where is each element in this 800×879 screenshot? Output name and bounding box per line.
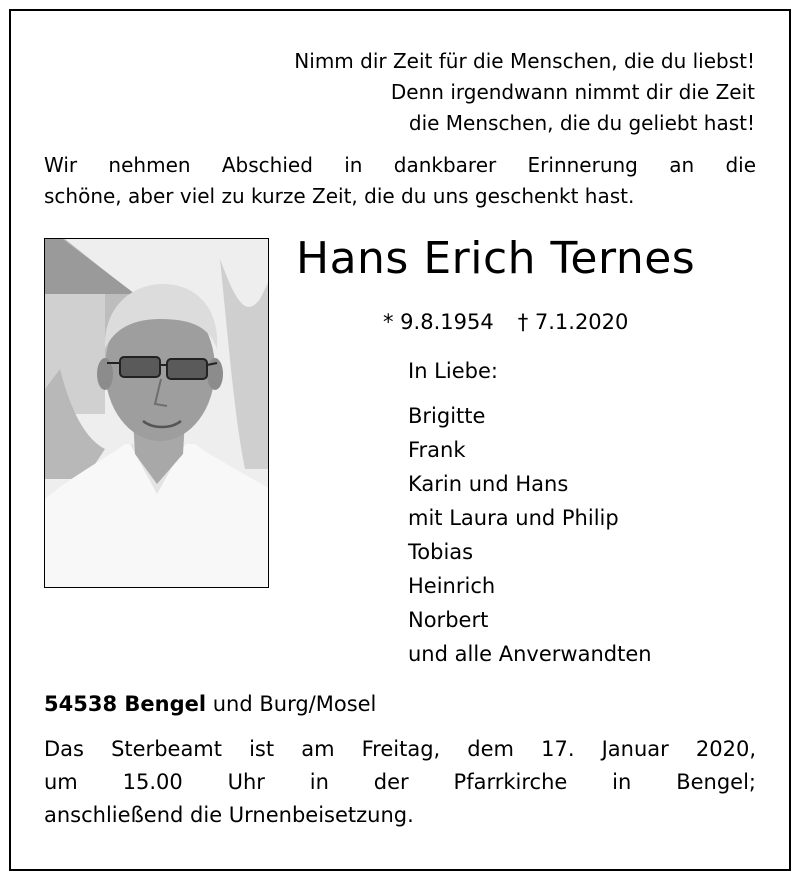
- mourner-name: Frank: [408, 438, 466, 462]
- mourner-name: und alle Anverwandten: [408, 642, 652, 666]
- place-bold: 54538 Bengel: [44, 692, 207, 716]
- notice-line: anschließend die Urnenbeisetzung.: [44, 803, 414, 827]
- mourner-name: Norbert: [408, 608, 489, 632]
- mourner-name: Tobias: [408, 540, 474, 564]
- intro-text: [44, 150, 756, 212]
- intro-line: schöne, aber viel zu kurze Zeit, die du uns geschenkt hast.: [44, 184, 635, 208]
- poem-line: die Menschen, die du geliebt hast!: [408, 111, 755, 135]
- death-date: † 7.1.2020: [517, 310, 629, 334]
- deceased-name: Hans Erich Ternes: [296, 233, 696, 284]
- life-dates: [383, 306, 628, 338]
- poem: [155, 46, 755, 139]
- intro-line: Wir nehmen Abschied in dankbarer Erinnerung an die: [44, 153, 756, 177]
- mourners-list: [408, 399, 652, 671]
- birth-date: * 9.8.1954: [383, 310, 494, 334]
- mourners-heading: In Liebe:: [408, 359, 498, 383]
- place-rest: und Burg/Mosel: [206, 692, 377, 716]
- place-line: [44, 688, 376, 720]
- mourner-name: Brigitte: [408, 404, 486, 428]
- mourner-name: mit Laura und Philip: [408, 506, 619, 530]
- funeral-notice: [44, 733, 756, 832]
- portrait-photo: [44, 238, 269, 588]
- poem-line: Nimm dir Zeit für die Menschen, die du liebst!: [294, 49, 755, 73]
- mourner-name: Heinrich: [408, 574, 496, 598]
- notice-line: um 15.00 Uhr in der Pfarrkirche in Bengel;: [44, 770, 756, 794]
- notice-line: Das Sterbeamt ist am Freitag, dem 17. Januar 2020,: [44, 737, 756, 761]
- mourner-name: Karin und Hans: [408, 472, 569, 496]
- portrait-image: [45, 239, 269, 588]
- poem-line: Denn irgendwann nimmt dir die Zeit: [390, 80, 755, 104]
